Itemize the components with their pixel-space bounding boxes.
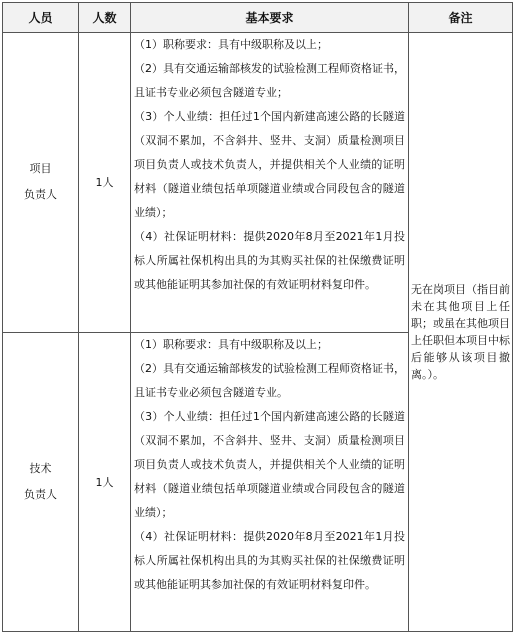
header-row xyxy=(3,3,513,33)
requirement-item: （3）个人业绩：担任过1个国内新建高速公路的长隧道（双洞不累加，不含斜井、竖井、支洞）质量检测项目项目负责人或技术负责人，并提供相关个人业绩的证明材料（隧道业绩包括单项隧道业绩或合同段包含的隧道业绩）； xyxy=(134,409,405,519)
requirement-item: （4）社保证明材料：提供2020年8月至2021年1月投标人所属社保机构出具的为其购买社保的社保缴费证明或其他能证明其参加社保的有效证明材料复印件。 xyxy=(134,529,405,591)
header-requirements: 基本要求 xyxy=(131,3,409,33)
role-label: 负责人 xyxy=(24,188,57,202)
personnel-requirements-table xyxy=(2,2,513,632)
role-label: 负责人 xyxy=(24,487,57,501)
header-remarks: 备注 xyxy=(409,3,513,33)
role-cell xyxy=(3,33,79,333)
requirement-item: （1）职称要求：具有中级职称及以上； xyxy=(134,38,328,51)
role-label: 技术 xyxy=(29,461,52,475)
role-label: 项目 xyxy=(29,162,52,176)
header-personnel: 人员 xyxy=(3,3,79,33)
count-cell: 1人 xyxy=(79,33,131,333)
requirement-item: （1）职称要求：具有中级职称及以上； xyxy=(134,337,328,351)
requirement-item: （2）具有交通运输部核发的试验检测工程师资格证书，且证书专业必须包含隧道专业。 xyxy=(134,361,405,399)
header-count: 人数 xyxy=(79,3,131,33)
count-cell: 1人 xyxy=(79,332,131,632)
remarks-text: 无在岗项目（指目前未在其他项目上任职；或虽在其他项目上任职但本项目中标后能够从该项目撤离。）。 xyxy=(411,283,510,381)
requirements-cell xyxy=(131,332,409,632)
requirement-item: （4）社保证明材料：提供2020年8月至2021年1月投标人所属社保机构出具的为其购买社保的社保缴费证明或其他能证明其参加社保的有效证明材料复印件。 xyxy=(134,230,405,291)
requirement-item: （2）具有交通运输部核发的试验检测工程师资格证书，且证书专业必须包含隧道专业； xyxy=(134,62,405,99)
requirement-item: （3）个人业绩：担任过1个国内新建高速公路的长隧道（双洞不累加，不含斜井、竖井、支洞）质量检测项目项目负责人或技术负责人，并提供相关个人业绩的证明材料（隧道业绩包括单项隧道业绩或合同段包含的隧道业绩）； xyxy=(134,110,405,219)
table-row xyxy=(3,33,513,333)
requirements-cell xyxy=(131,33,409,333)
role-cell xyxy=(3,332,79,632)
remarks-cell xyxy=(409,33,513,632)
